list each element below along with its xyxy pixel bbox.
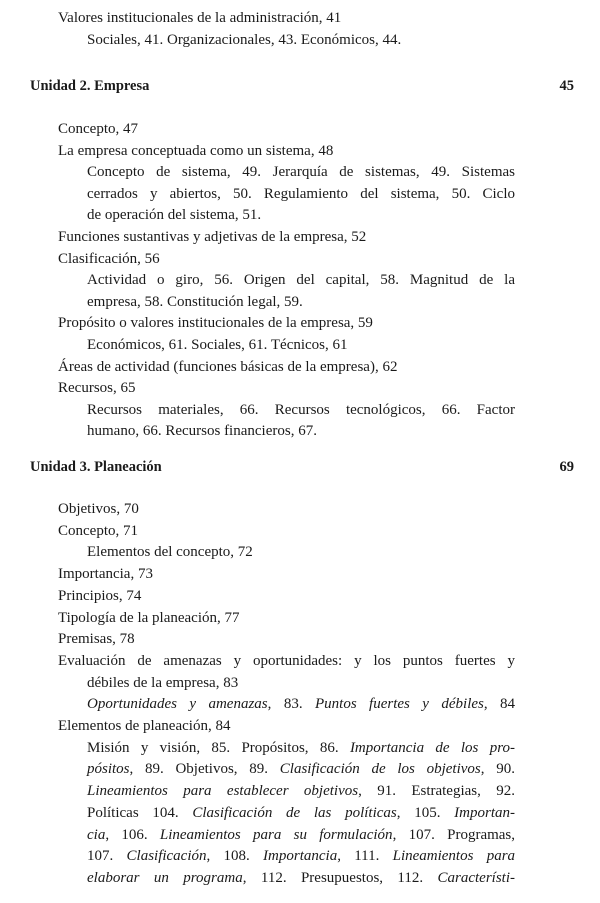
toc-subentry: débiles de la empresa, 83 xyxy=(87,674,239,691)
toc-subentry xyxy=(87,739,515,757)
italic-text: Lineamientos para su formulación xyxy=(159,826,393,843)
toc-subentry xyxy=(87,804,515,822)
unit-page-number: 69 xyxy=(559,459,574,475)
italic-text: Importan- xyxy=(454,804,515,821)
text: , 112. Presupuestos, 112. xyxy=(242,869,438,886)
italic-text: Oportunidades y amenazas xyxy=(87,696,268,713)
toc-subentry: Sociales, 41. Organizacionales, 43. Económicos, 44. xyxy=(87,32,402,48)
italic-text: Lineamientos para establecer objetivos xyxy=(87,783,359,800)
toc-subentry: Concepto de sistema, 49. Jerarquía de sistemas, 49. Sistemas xyxy=(87,164,515,181)
text: , 111. xyxy=(337,848,393,865)
italic-text: Lineamientos para xyxy=(392,848,516,865)
text: , 108. xyxy=(206,848,264,865)
toc-entry: Valores institucionales de la administración, 41 xyxy=(58,10,342,26)
toc-subentry xyxy=(87,826,515,844)
unit-title: Unidad 3. Planeación xyxy=(30,459,162,475)
text: 107. xyxy=(87,848,127,865)
unit-heading xyxy=(30,458,574,476)
italic-text: Clasificación xyxy=(126,848,207,865)
toc-entry: Principios, 74 xyxy=(58,587,142,604)
toc-entry: Premisas, 78 xyxy=(58,631,135,648)
toc-subentry: Elementos del concepto, 72 xyxy=(87,544,253,561)
text: , 83. xyxy=(267,696,315,713)
toc-subentry: Actividad o giro, 56. Origen del capital, 58. Magnitud de la xyxy=(87,272,515,289)
toc-entry: Recursos, 65 xyxy=(58,380,136,397)
text: , 106. xyxy=(105,826,160,843)
toc-subentry xyxy=(87,782,515,800)
toc-subentry xyxy=(87,847,515,865)
toc-entry: Concepto, 71 xyxy=(58,522,138,539)
italic-text: Importancia xyxy=(263,848,338,865)
toc-subentry: Recursos materiales, 66. Recursos tecnológicos, 66. Factor xyxy=(87,401,515,418)
text: , 90. xyxy=(480,761,515,778)
toc-entry: Evaluación de amenazas y oportunidades: y los puntos fuertes y xyxy=(58,652,515,669)
toc-subentry: humano, 66. Recursos financieros, 67. xyxy=(87,423,317,440)
toc-entry: Objetivos, 70 xyxy=(58,501,139,517)
toc-entry: Áreas de actividad (funciones básicas de la empresa), 62 xyxy=(58,358,398,375)
toc-subentry xyxy=(87,869,515,887)
toc-subentry xyxy=(87,760,515,778)
italic-text: Clasificación de los objetivos xyxy=(279,761,481,778)
italic-text: pósitos xyxy=(87,761,130,778)
toc-subentry: cerrados y abiertos, 50. Regulamiento del sistema, 50. Ciclo xyxy=(87,185,515,202)
italic-text: Puntos fuertes y débiles xyxy=(314,696,484,713)
italic-text: cia xyxy=(87,826,106,843)
toc-subentry: empresa, 58. Constitución legal, 59. xyxy=(87,293,303,310)
toc-entry: Concepto, 47 xyxy=(58,121,138,137)
text: , 91. Estrategias, 92. xyxy=(358,783,515,800)
toc-entry: Elementos de planeación, 84 xyxy=(58,718,231,734)
toc-entry: Clasificación, 56 xyxy=(58,250,160,267)
italic-text: Característi- xyxy=(437,869,515,886)
text: , 89. Objetivos, 89. xyxy=(129,761,280,778)
text: , 105. xyxy=(396,804,455,821)
unit-heading xyxy=(30,77,574,95)
unit-page-number: 45 xyxy=(559,78,574,94)
italic-text: Clasificación de las políticas xyxy=(192,804,397,821)
toc-entry: Propósito o valores institucionales de la empresa, 59 xyxy=(58,315,373,332)
italic-text: Importancia de los pro- xyxy=(349,739,515,756)
toc-subentry: de operación del sistema, 51. xyxy=(87,207,262,224)
text: , 84 xyxy=(483,696,516,713)
toc-subentry xyxy=(87,695,515,713)
toc-entry: La empresa conceptuada como un sistema, 48 xyxy=(58,142,334,159)
toc-entry: Funciones sustantivas y adjetivas de la empresa, 52 xyxy=(58,229,367,245)
toc-entry: Importancia, 73 xyxy=(58,566,153,583)
italic-text: elaborar un programa xyxy=(87,869,243,886)
toc-subentry: Económicos, 61. Sociales, 61. Técnicos, 61 xyxy=(87,337,348,353)
text: Políticas 104. xyxy=(87,804,193,821)
text: , 107. Programas, xyxy=(392,826,516,843)
toc-entry: Tipología de la planeación, 77 xyxy=(58,609,240,626)
text: Misión y visión, 85. Propósitos, 86. xyxy=(87,739,350,756)
unit-title: Unidad 2. Empresa xyxy=(30,78,150,94)
